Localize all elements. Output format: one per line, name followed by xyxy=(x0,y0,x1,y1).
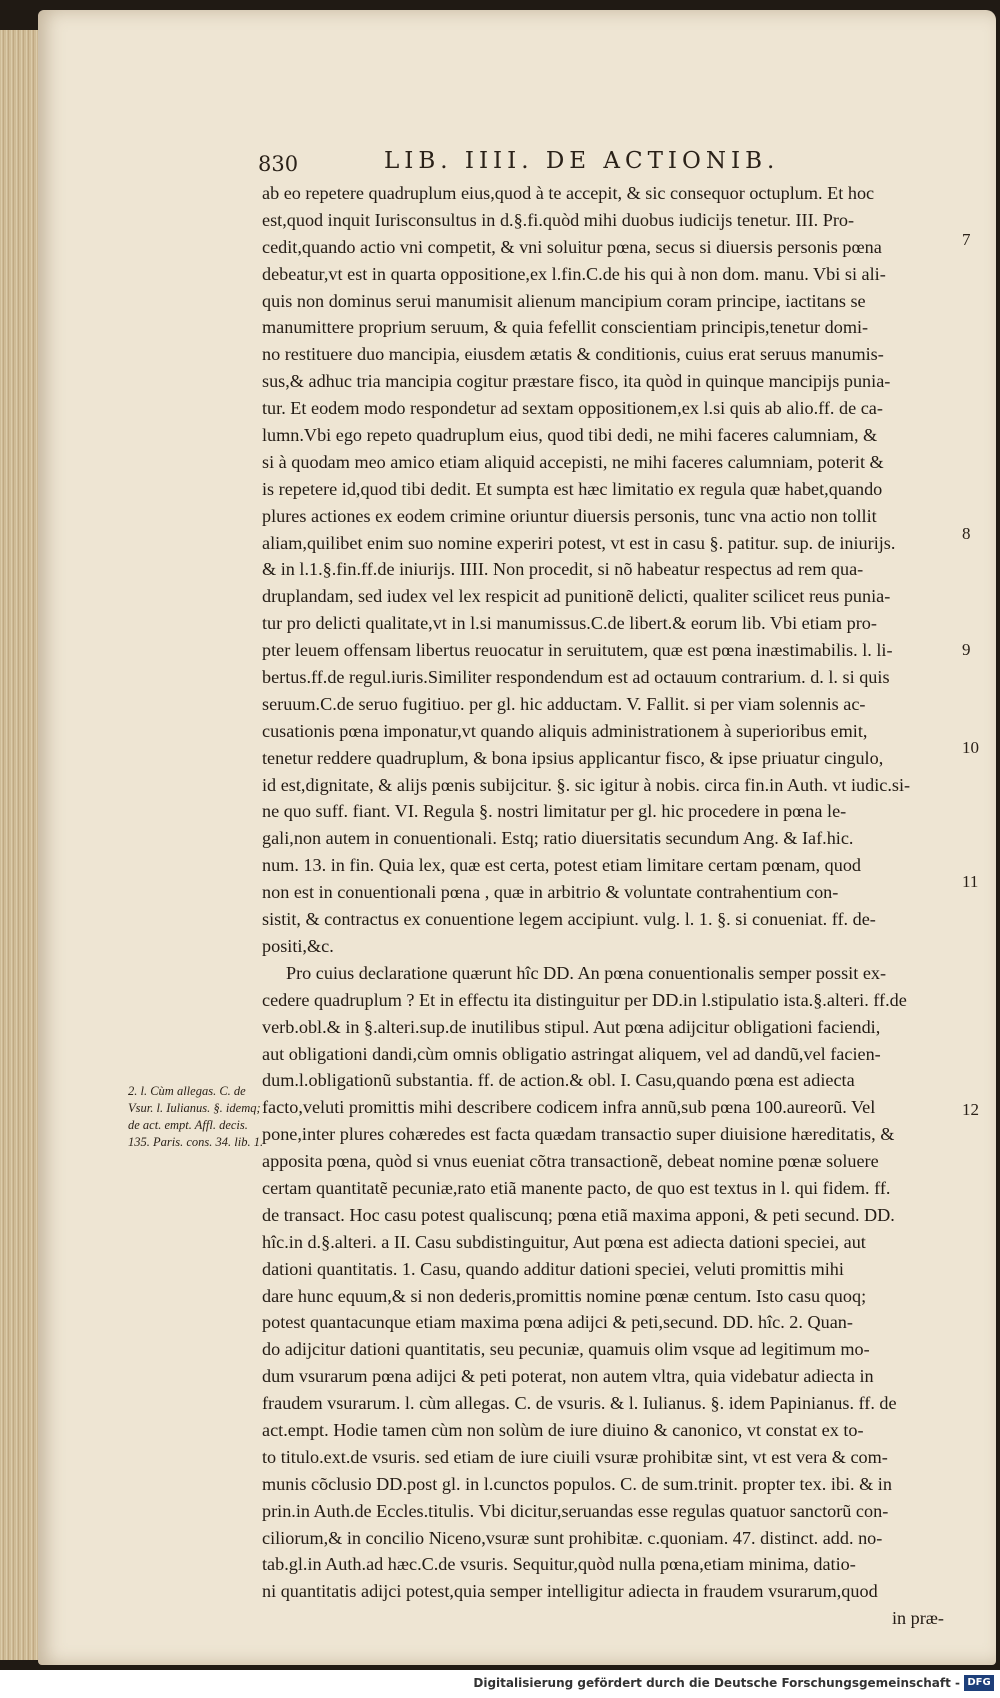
text-line: seruum.C.de seruo fugitiuo. per gl. hic adductam. V. Fallit. si per viam solennis ac- xyxy=(262,693,866,714)
text-line: hîc.in d.§.alteri. a II. Casu subdistinguitur, Aut pœna est adiecta dationi speciei, aut xyxy=(262,1231,866,1252)
text-line: si à quodam meo amico etiam aliquid accepisti, ne mihi faceres calumniam, poterit & xyxy=(262,451,884,472)
text-line: ab eo repetere quadruplum eius,quod à te accepit, & sic consequor octuplum. Et hoc xyxy=(262,183,875,203)
margin-number: 9 xyxy=(962,640,971,659)
text-line: manumittere proprium seruum, & quia fefellit conscientiam principis,tenetur domi- xyxy=(262,317,869,338)
text-line: tenetur reddere quadruplum, & bona ipsius applicantur fisco, & ipse priuatur cingulo, xyxy=(262,747,884,768)
text-line: dum vsurarum pœna adijci & peti poterat, non autem vltra, quia videbatur adiecta in xyxy=(262,1366,874,1387)
text-line: prin.in Auth.de Eccles.titulis. Vbi dicitur,seruandas esse regulas quatuor sanctorũ con- xyxy=(262,1500,889,1521)
running-head: LIB. IIII. DE ACTIONIB. xyxy=(384,148,780,174)
margin-number: 11 xyxy=(962,872,979,891)
margin-note: 2. l. Cùm allegas. C. de Vsur. l. Iulianus. §. idemq; de act. empt. Affl. decis. 135. Paris. cons. 34. lib. 1. xyxy=(128,1084,264,1149)
text-line: cedere quadruplum ? Et in effectu ita distinguitur per DD.in l.stipulatio ista.§.alteri. ff.de xyxy=(262,989,907,1010)
text-line: fraudem vsurarum. l. cùm allegas. C. de vsuris. & l. Iulianus. §. idem Papinianus. ff. de xyxy=(262,1393,897,1414)
text-line: pone,inter plures cohæredes est facta quædam transactio super diuisione hæreditatis, & xyxy=(262,1124,895,1145)
text-line: munis cõclusio DD.post gl. in l.cunctos populos. C. de sum.trinit. propter tex. ibi. & in xyxy=(262,1473,892,1494)
text-line: positi,&c. xyxy=(262,935,334,956)
text-line: act.empt. Hodie tamen cùm non solùm de iure diuino & canonico, vt constat ex to- xyxy=(262,1419,864,1440)
text-line: do adijcitur dationi quantitatis, seu pecuniæ, quamuis olim vsque ad legitimum mo- xyxy=(262,1339,870,1360)
text-line: apposita pœna, quòd si vnus eueniat cõtra transactionẽ, debeat nomine pœnæ soluere xyxy=(262,1151,879,1172)
text-line: dum.l.obligationũ substantia. ff. de action.& obl. I. Casu,quando pœna est adiecta xyxy=(262,1070,855,1091)
text-line: dare hunc equum,& si non dederis,promittis nomine pœnæ centum. Isto casu quoq; xyxy=(262,1285,867,1306)
text-line: is repetere id,quod tibi dedit. Et sumpta est hæc limitatio ex regula quæ habet,quando xyxy=(262,478,883,499)
text-line: tur. Et eodem modo respondetur ad sextam oppositionem,ex l.si quis ab alio.ff. de ca- xyxy=(262,398,883,419)
text-line: num. 13. in fin. Quia lex, quæ est certa, potest etiam limitare certam pœnam, quod xyxy=(262,855,862,876)
text-line: aut obligationi dandi,cùm omnis obligatio astringat aliquem, vel ad dandũ,vel facien- xyxy=(262,1043,881,1064)
body-text xyxy=(262,180,956,1632)
text-line: debeatur,vt est in quarta oppositione,ex l.fin.C.de his qui à non dom. manu. Vbi si ali- xyxy=(262,263,886,284)
page-number: 830 xyxy=(258,152,299,176)
footer-bar xyxy=(0,1670,1000,1698)
dfg-logo: DFG xyxy=(964,1675,994,1691)
text-line: de transact. Hoc casu potest qualiscunq; pœna etiã maxima apponi, & peti secund. DD. xyxy=(262,1204,895,1225)
margin-number: 10 xyxy=(962,738,979,757)
text-line: quis non dominus serui manumisit alienum mancipium coram principe, iactitans se xyxy=(262,290,866,311)
text-line: id est,dignitate, & alijs pœnis subijcitur. §. sic igitur à nobis. circa fin.in Auth. vt iudic.si- xyxy=(262,774,911,795)
text-line: & in l.1.§.fin.ff.de iniurijs. IIII. Non procedit, si nõ habeatur respectus ad rem qua- xyxy=(262,559,864,580)
margin-number: 8 xyxy=(962,524,971,543)
text-line: sistit, & contractus ex conuentione legem accipiunt. vulg. l. 1. §. si conueniat. ff. de- xyxy=(262,909,876,930)
text-line: sus,& adhuc tria mancipia cogitur præstare fisco, ita quòd in quinque mancipijs punia- xyxy=(262,371,891,392)
text-line: facto,veluti promittis mihi describere codicem infra annũ,sub pœna 100.aureorũ. Vel xyxy=(262,1097,876,1118)
text-line: certam quantitatẽ pecuniæ,rato etiã manente pacto, de quo est textus in l. qui fidem. ff. xyxy=(262,1177,891,1198)
text-line: verb.obl.& in §.alteri.sup.de inutilibus stipul. Aut pœna adijcitur obligationi faciendi, xyxy=(262,1016,881,1037)
text-line: tab.gl.in Auth.ad hæc.C.de vsuris. Sequitur,quòd nulla pœna,etiam minima, datio- xyxy=(262,1554,856,1575)
text-line: non est in conuentionali pœna , quæ in arbitrio & voluntate contrahentium con- xyxy=(262,882,839,903)
text-line: lumn.Vbi ego repeto quadruplum eius, quod tibi dedi, ne mihi faceres calumniam, & xyxy=(262,425,878,446)
text-line: est,quod inquit Iurisconsultus in d.§.fi.quòd mihi duobus iudicijs tenetur. III. Pro- xyxy=(262,209,855,230)
text-line: ne quo suff. fiant. VI. Regula §. nostri limitatur per gl. hic procedere in pœna le- xyxy=(262,801,847,822)
text-line: dationi quantitatis. 1. Casu, quando additur dationi speciei, veluti promittis mihi xyxy=(262,1258,844,1279)
book-page-edges xyxy=(0,30,40,1660)
text-line: to titulo.ext.de vsuris. sed etiam de iure ciuili vsuræ prohibitæ sint, vt est vera & com- xyxy=(262,1446,888,1467)
text-line: Pro cuius declaratione quærunt hîc DD. An pœna conuentionalis semper possit ex- xyxy=(286,962,887,983)
text-line: in præ- xyxy=(891,1608,944,1629)
text-line: ni quantitatis adijci potest,quia semper intelligitur adiecta in fraudem vsurarum,quod xyxy=(262,1581,878,1602)
text-line: gali,non autem in conuentionali. Estq; ratio diuersitatis secundum Ang. & Iaf.hic. xyxy=(262,828,854,849)
text-line: pter leuem offensam libertus reuocatur in seruitutem, quæ est pœna inæstimabilis. l. li- xyxy=(262,640,893,661)
margin-number: 12 xyxy=(962,1100,979,1119)
page-header xyxy=(258,148,918,182)
text-line: ciliorum,& in concilio Niceno,vsuræ sunt prohibitæ. c.quoniam. 47. distinct. add. no- xyxy=(262,1527,883,1548)
text-line: druplandam, sed iudex vel lex respicit ad punitionẽ delicti, qualiter scilicet reus punia- xyxy=(262,586,891,607)
text-line: cedit,quando actio vni competit, & vni soluitur pœna, secus si diuersis personis pœna xyxy=(262,236,882,257)
text-line: tur pro delicti qualitate,vt in l.si manumissus.C.de libert.& eorum lib. Vbi etiam pro- xyxy=(262,613,877,634)
margin-number: 7 xyxy=(962,230,971,249)
text-line: cusationis pœna imponatur,vt quando aliquis administrationem à superioribus emit, xyxy=(262,720,868,741)
text-line: aliam,quilibet enim suo nomine experiri potest, vt est in casu §. patitur. sup. de iniurijs. xyxy=(262,532,896,553)
text-line: plures actiones ex eodem crimine oriuntur diuersis personis, tunc vna actio non tollit xyxy=(262,505,877,526)
text-line: potest quantacunque etiam maxima pœna adijci & peti,secund. DD. hîc. 2. Quan- xyxy=(262,1312,853,1333)
text-line: no restituere duo mancipia, eiusdem ætatis & conditionis, cuius erat seruus manumis- xyxy=(262,344,884,365)
footer-credit: Digitalisierung gefördert durch die Deutsche Forschungsgemeinschaft - xyxy=(473,1676,960,1690)
text-line: bertus.ff.de regul.iuris.Similiter respondendum est ad octauum contrarium. d. l. si quis xyxy=(262,667,890,688)
